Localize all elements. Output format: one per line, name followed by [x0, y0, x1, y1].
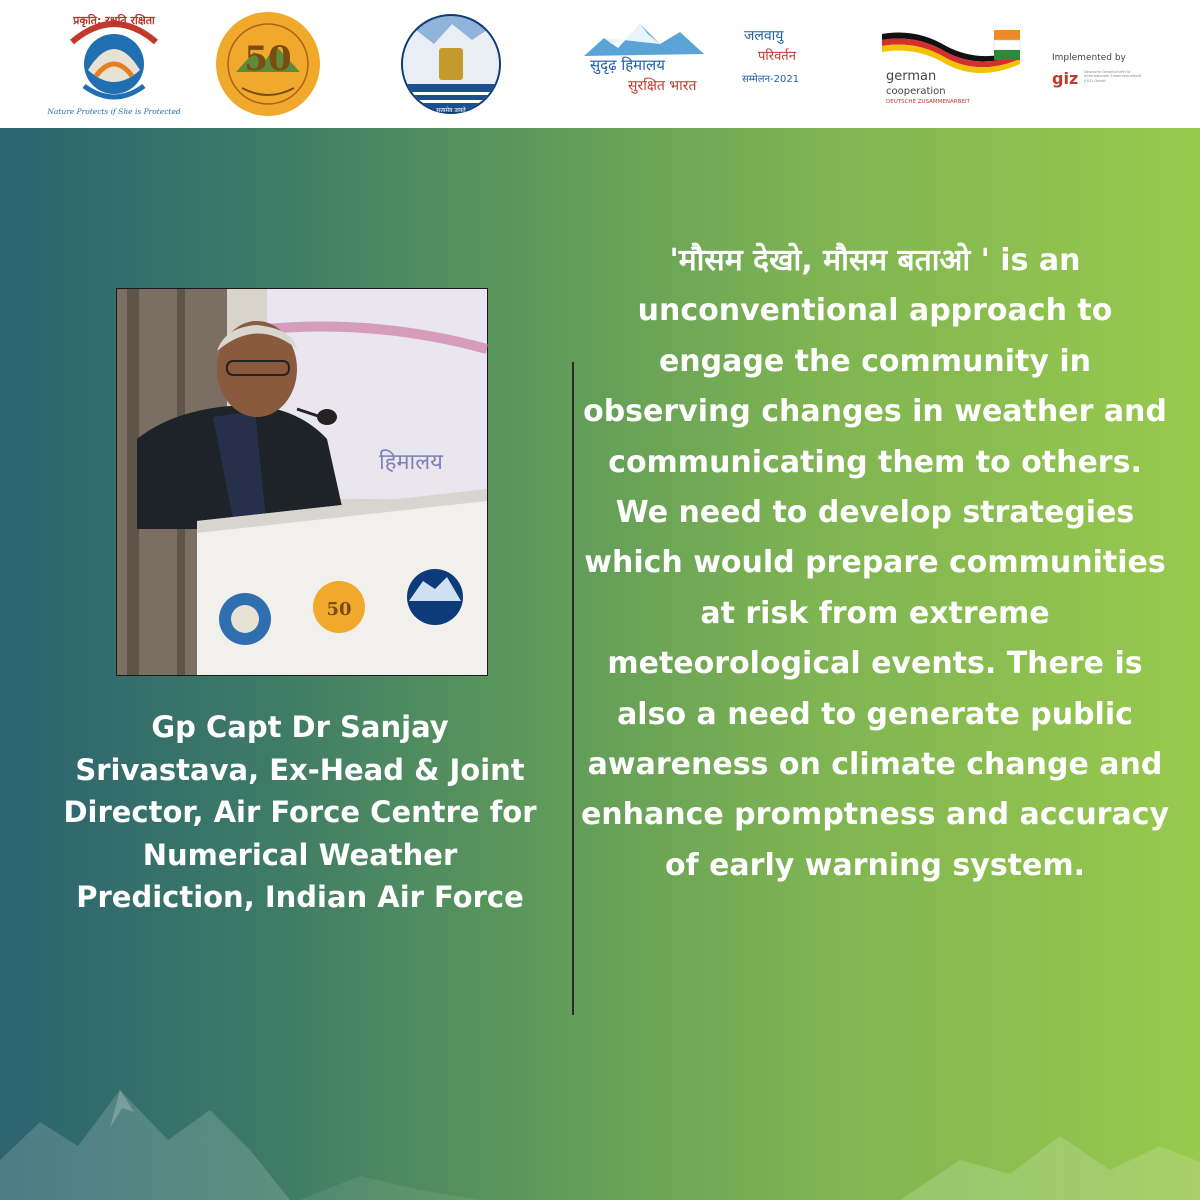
cooperation-label: cooperation: [886, 86, 946, 97]
moefcc-english-motto: Nature Protects if She is Protected: [47, 107, 181, 116]
conclave-line-3: जलवायु: [744, 28, 784, 44]
mountain-illustration: [0, 1050, 1200, 1200]
svg-text:हिमालय: हिमालय: [379, 450, 443, 475]
conclave-line-1: सुदृढ़ हिमालय: [590, 56, 665, 74]
giz-logo: [1048, 44, 1148, 94]
deutsche-zusammenarbeit-label: DEUTSCHE ZUSAMMENARBEIT: [886, 99, 970, 105]
moefcc-emblem: [47, 8, 181, 120]
conclave-logo: [584, 20, 816, 100]
implemented-by-label: Implemented by: [1052, 53, 1126, 63]
speaker-photo: [116, 288, 488, 676]
quote-block: [580, 236, 1170, 891]
logo-bar: [0, 0, 1200, 128]
quote-paragraph-1: 'मौसम देखो, मौसम बताओ ' is an unconventional approach to engage the community in observing changes in weather and communicating them to others.: [583, 243, 1167, 480]
conclave-line-5: सम्मेलन-2021: [742, 74, 800, 85]
emblem-motto: सत्यमेव जयते: [436, 107, 466, 114]
fifty-years-label: 50: [244, 39, 292, 79]
quote-paragraph-2: We need to develop strategies which would prepare communities at risk from extreme meteorological events. There is also a need to generate public awareness on climate change and enhance promptness and accuracy of early warning system.: [580, 495, 1170, 883]
giz-full-name: Deutsche Gesellschaft für Internationale Zusammenarbeit (GIZ) GmbH: [1084, 70, 1142, 83]
german-cooperation-logo: [876, 24, 1026, 104]
himachal-50-years-emblem: [212, 8, 324, 120]
himachal-government-emblem: [390, 10, 512, 118]
german-label: german: [886, 69, 937, 84]
svg-text:50: 50: [326, 599, 352, 620]
speaker-caption: Gp Capt Dr Sanjay Srivastava, Ex-Head & Joint Director, Air Force Centre for Numerical Weather Prediction, Indian Air Force: [63, 710, 537, 914]
giz-wordmark: giz: [1052, 69, 1079, 88]
moefcc-hindi-motto: प्रकृति: रक्षति रक्षिता: [73, 14, 155, 27]
conclave-line-2: सुरक्षित भारत: [628, 78, 697, 94]
vertical-divider: [572, 362, 574, 1015]
conclave-line-4: परिवर्तन: [758, 49, 796, 64]
